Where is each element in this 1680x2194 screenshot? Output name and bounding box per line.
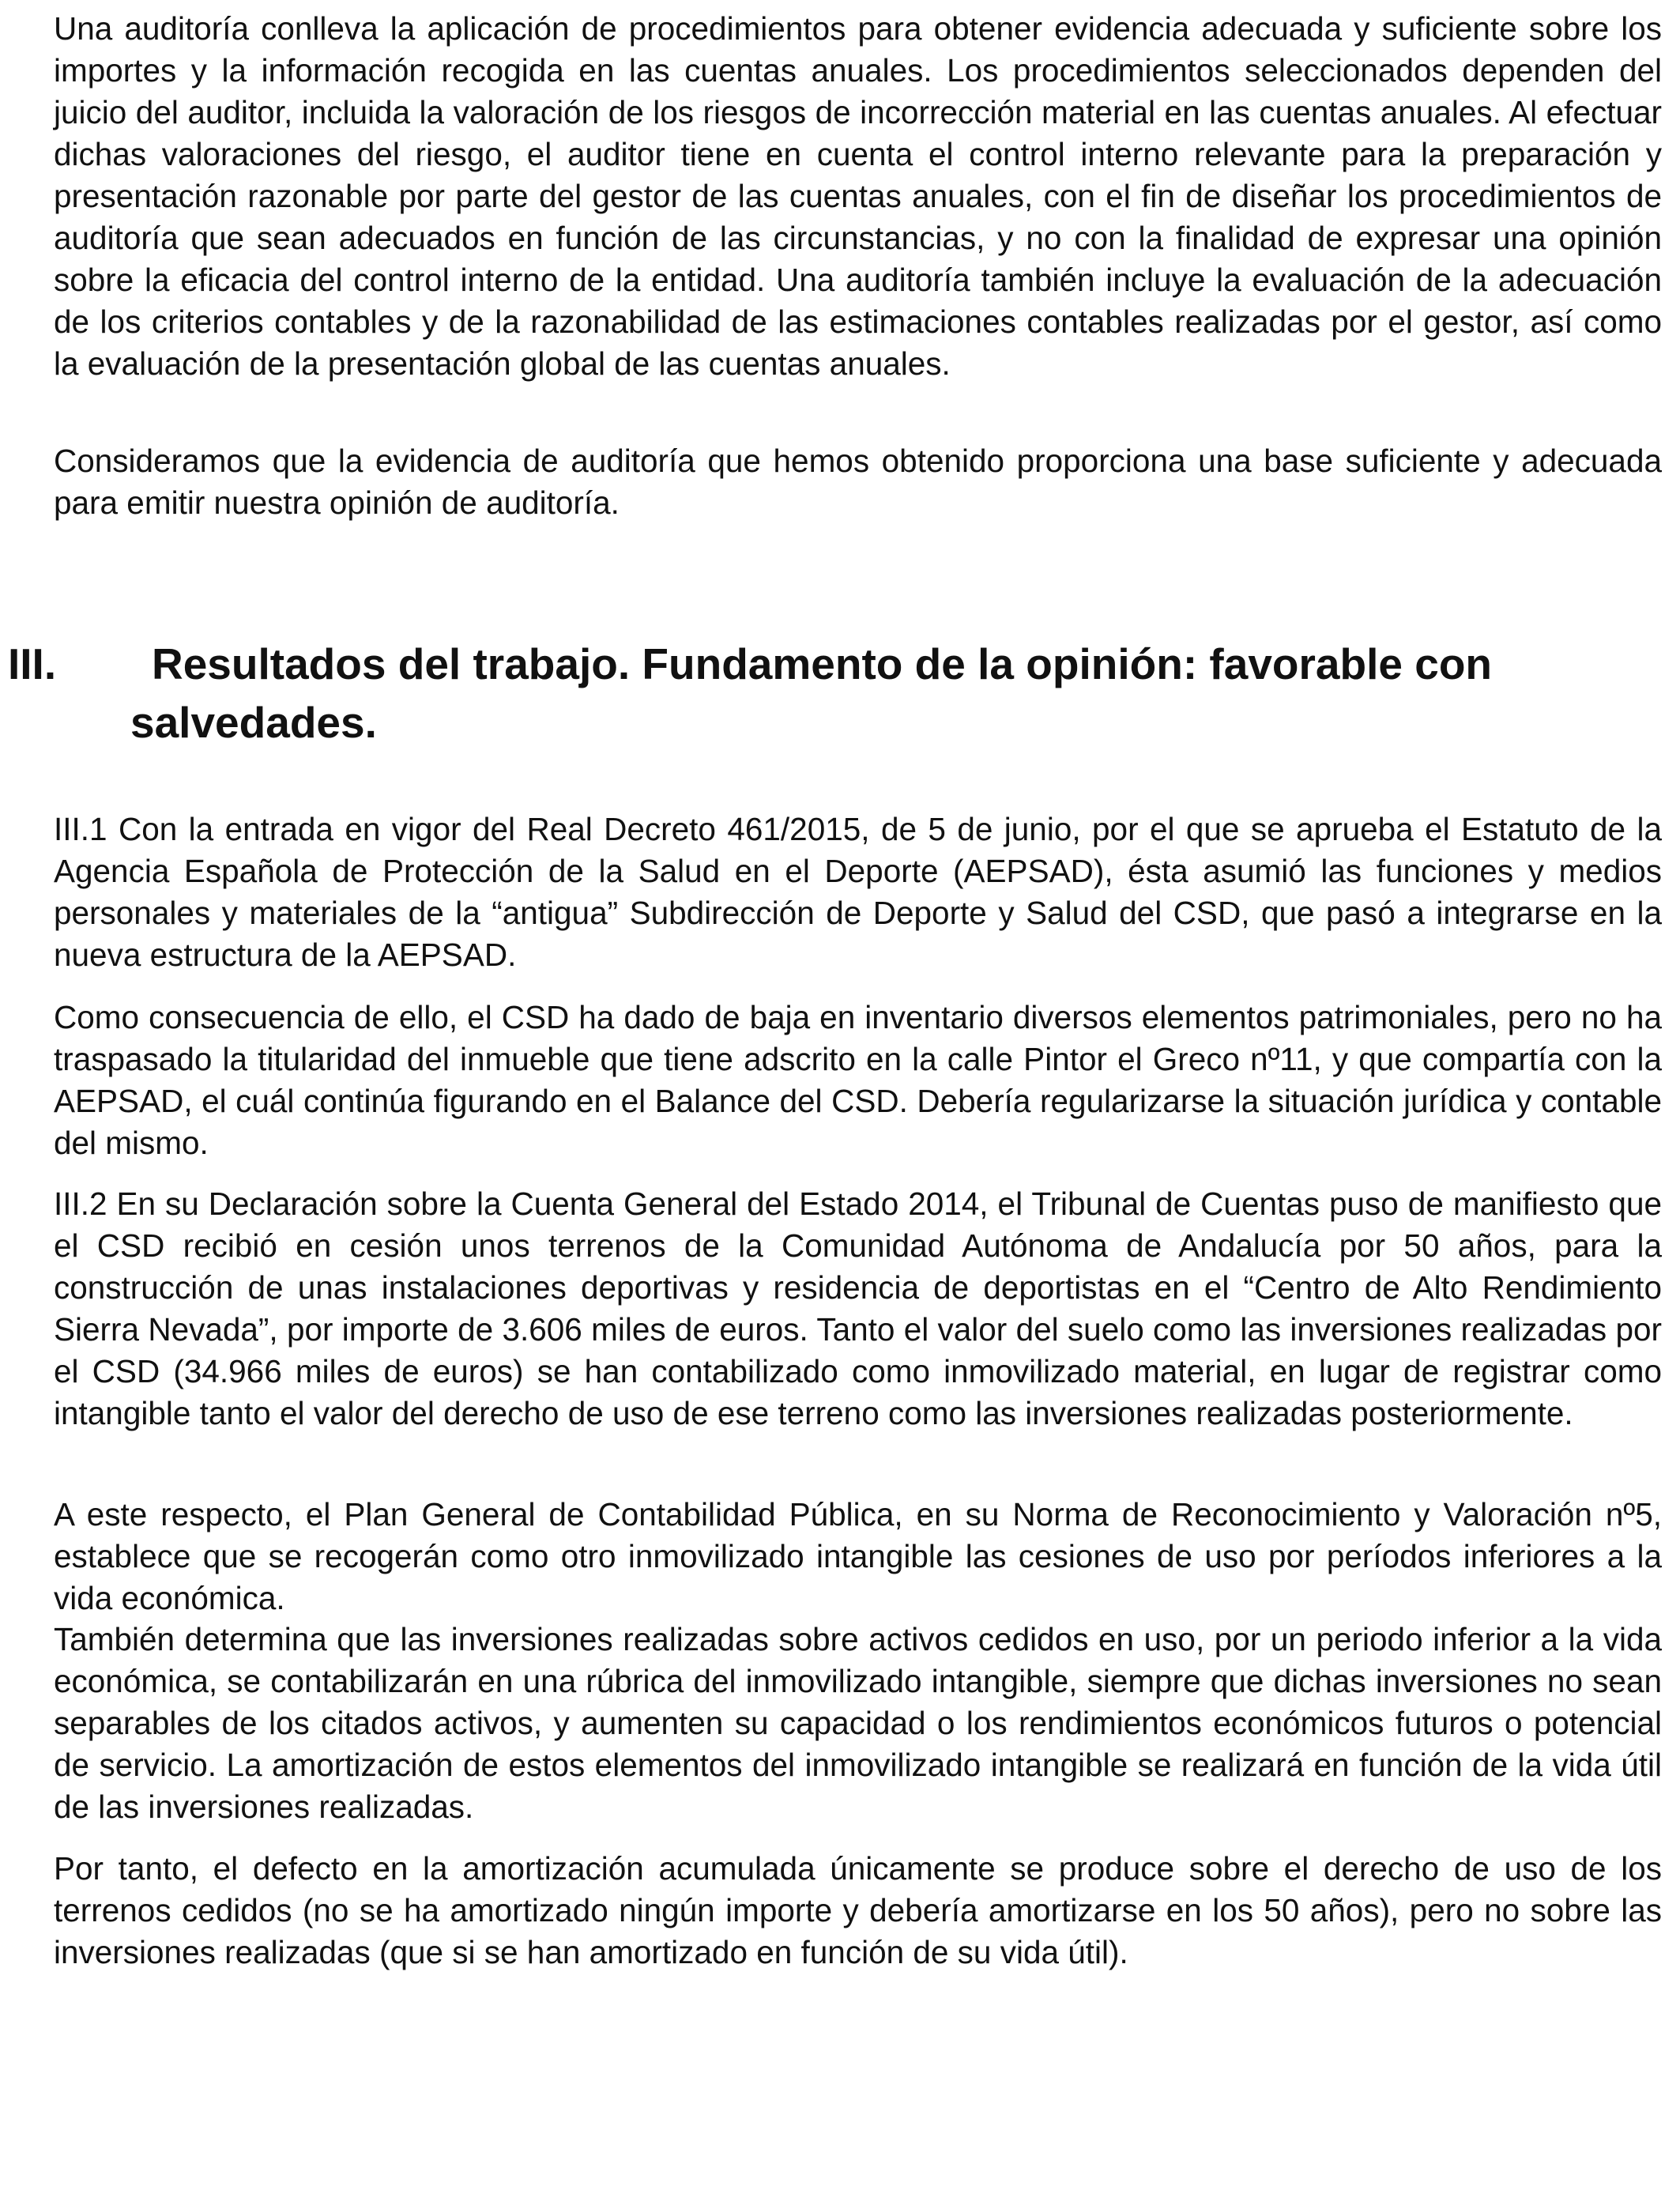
paragraph-iii-1: III.1 Con la entrada en vigor del Real Decreto 461/2015, de 5 de junio, por el que se aprueba el Estatuto de la Agencia Española de Protección de la Salud en el Deporte (AEPSAD), ésta asumió las funciones y medios personales y materiales de la “antigua” Subdirección de Deporte y Salud del CSD, que pasó a integrarse en la nueva estructura de la AEPSAD. <box>54 811 1662 973</box>
paragraph-pgcp-norma: A este respecto, el Plan General de Contabilidad Pública, en su Norma de Reconocimiento y Valoración nº5, establece que se recogerán como otro inmovilizado intangible las cesiones de uso por períodos inferiores a la vida económica. <box>54 1496 1662 1616</box>
paragraph-audit-evidence: Consideramos que la evidencia de auditoría que hemos obtenido proporciona una base suficiente y adecuada para emitir nuestra opinión de auditoría. <box>54 443 1662 521</box>
paragraph-iii-2: III.2 En su Declaración sobre la Cuenta General del Estado 2014, el Tribunal de Cuentas puso de manifiesto que el CSD recibió en cesión unos terrenos de la Comunidad Autónoma de Andalucía por 50 años, para la construcción de unas instalaciones deportivas y residencia de deportistas en el “Centro de Alto Rendimiento Sierra Nevada”, por importe de 3.606 miles de euros. Tanto el valor del suelo como las inversiones realizadas por el CSD (34.966 miles de euros) se han contabilizado como inmovilizado material, en lugar de registrar como intangible tanto el valor del derecho de uso de ese terreno como las inversiones realizadas posteriormente. <box>54 1186 1662 1431</box>
paragraph-amortizacion: Por tanto, el defecto en la amortización acumulada únicamente se produce sobre el derecho de uso de los terrenos cedidos (no se ha amortizado ningún importe y debería amortizarse en los 50 años), pero no sobre las inversiones realizadas (que si se han amortizado en función de su vida útil). <box>54 1850 1662 1970</box>
paragraph-audit-procedures: Una auditoría conlleva la aplicación de procedimientos para obtener evidencia adecuada y suficiente sobre los importes y la información recogida en las cuentas anuales. Los procedimientos seleccionados dependen del juicio del auditor, incluida la valoración de los riesgos de incorrección material en las cuentas anuales. Al efectuar dichas valoraciones del riesgo, el auditor tiene en cuenta el control interno relevante para la preparación y presentación razonable por parte del gestor de las cuentas anuales, con el fin de diseñar los procedimientos de auditoría que sean adecuados en función de las circunstancias, y no con la finalidad de expresar una opinión sobre la eficacia del control interno de la entidad. Una auditoría también incluye la evaluación de la adecuación de los criterios contables y de la razonabilidad de las estimaciones contables realizadas por el gestor, así como la evaluación de la presentación global de las cuentas anuales. <box>54 10 1662 382</box>
section-title: Resultados del trabajo. Fundamento de la opinión: favorable con salvedades. <box>130 639 1493 747</box>
paragraph-inversiones: También determina que las inversiones realizadas sobre activos cedidos en uso, por un periodo inferior a la vida económica, se contabilizarán en una rúbrica del inmovilizado intangible, siempre que dichas inversiones no sean separables de los citados activos, y aumenten su capacidad o los rendimientos económicos futuros o potencial de servicio. La amortización de estos elementos del inmovilizado intangible se realizará en función de la vida útil de las inversiones realizadas. <box>54 1621 1662 1825</box>
section-number: III. <box>8 639 57 688</box>
paragraph-csd-inventory: Como consecuencia de ello, el CSD ha dado de baja en inventario diversos elementos patrimoniales, pero no ha traspasado la titularidad del inmueble que tiene adscrito en la calle Pintor el Greco nº11, y que compartía con la AEPSAD, el cuál continúa figurando en el Balance del CSD. Debería regularizarse la situación jurídica y contable del mismo. <box>54 999 1662 1161</box>
